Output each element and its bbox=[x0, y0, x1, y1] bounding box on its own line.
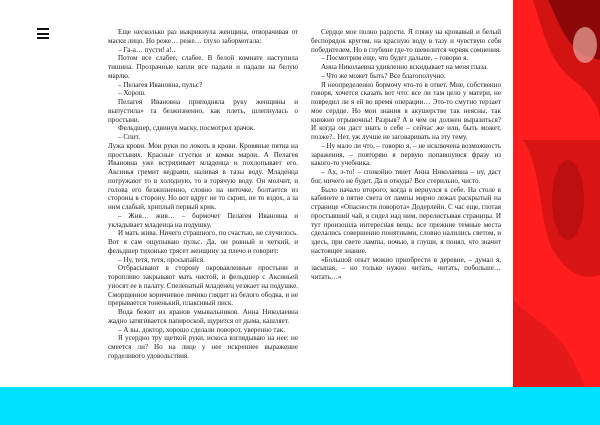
paragraph: – Жив… жив… – бормочет Пелагея Ивановна и укладывает младенца на подушку. bbox=[108, 211, 298, 229]
paragraph: Пелагея Ивановна приподняла руку женщины и выпустила» та безжизненно, как плеть, шлепнулась о простыни. bbox=[108, 98, 298, 124]
decorative-photo-illustration bbox=[513, 0, 600, 387]
paragraph: Сердце мое полно радости. Я гляжу на кровавый и белый беспорядок кругом, на красную воду в тазу и чувствую себя победителем. Но в глубине где-то шевелится червяк сомнения. bbox=[311, 28, 501, 54]
paragraph: Отбрасывают в сторону окровавленные простыни и торопливо закрывают мать чистой, и фельдшер с Аксиньей уносят ее в палату. Спеленатый младенец уезжает на подушке. Сморщенное коричневое личико глядит из белого ободка, и не прерывается тоненький, плаксивый писк. bbox=[108, 264, 298, 308]
paragraph: Потом все слабее, слабее. В белой комнате наступила тишина. Прозрачные капли все падали и падали на белую марлю. bbox=[108, 54, 298, 80]
paragraph: И мать жива. Ничего страшного, по счастью, не случилось. Вот я сам ощупываю пульс. Да, он ровный и четкий, и фельдшер тихонько трясет женщину за плечо и говорит: bbox=[108, 229, 298, 255]
paragraph: – Ах, э-то! – спокойно тянет Анна Николаевна – ну, даст бог, ничего не будет. Да и откуда? Все стерильно, чисто. bbox=[311, 168, 501, 185]
paragraph: – Ну, тетя, тетя, просыпайся. bbox=[118, 255, 205, 264]
paragraph: – Пелагея Ивановна, пульс? bbox=[118, 80, 203, 89]
paragraph: Было начало второго, когда я вернулся к себе. На столе в кабинете в пятне света от лампы мирно лежал раскрытый на странице «Опасности поворота» Додерлейн. С час еще, глотая простывший чай, я сидел над ним, перелистывая страницы. И тут произошла интересная вещь: все прежние темные места сделались совершенно понятными, словно налились светом, и здесь, при свете лампы, ночью, в глуши, я понял, что значит настоящее знание. bbox=[311, 185, 501, 255]
paragraph: Вода бежит из кранов умывальников. Анна Николаевна жадно затягивается папироской, щурится от дыма, кашляет. bbox=[108, 308, 298, 325]
paragraph: – А вы, доктор, хорошо сделали поворот, уверенно так. bbox=[118, 325, 285, 334]
decorative-red-photo-panel bbox=[513, 0, 600, 387]
hamburger-menu-icon[interactable] bbox=[37, 28, 49, 39]
paragraph: – Что же может быть? Все благополучно. bbox=[321, 71, 446, 80]
paragraph: – Посмотрим еще, что будет дальше, – говорю я. bbox=[321, 54, 469, 63]
decorative-cyan-band bbox=[0, 387, 600, 425]
paragraph: – Га-а… пусти! а!.. bbox=[118, 45, 176, 54]
paragraph: – Ну мало ли что, – говорю я, – не исключена возможность заражения, – повторяю я первую попавшуюся фразу из какого-то учебника. bbox=[311, 141, 501, 168]
text-column-left bbox=[108, 28, 298, 361]
paragraph: Я усердно тру щеткой руки, искоса взглядываю на нее: не смеется ли? Но на лице у нее искреннее выражение горделивого удовольствия. bbox=[108, 334, 298, 360]
paragraph: Анна Николаевна удивленно вскидывает на меня глаза. bbox=[321, 63, 489, 71]
paragraph: Еще несколько раз выкрикнула женщина, отворачивая от маски лицо. Но реже… реже… глухо забормотала: bbox=[108, 28, 298, 45]
paragraph: Я неопределенно бормочу что-то в ответ. Мне, собственно говоря, хочется сказать вот что: все ли там цело у матери, не повредил ли я ей во время операции… Это-то смутно терзает мое сердце. Но мои знания в акушерстве так неясны, так книжно отрывочны! Разрыв? А в чем он должен выразиться? И когда он даст знать о себе – сейчас же или, быть может, позже?.. Нет, уж лучше не заговаривать на эту тему. bbox=[311, 80, 501, 141]
paragraph: – Хорош. bbox=[118, 89, 146, 98]
paragraph: – Спит. bbox=[118, 133, 140, 141]
paragraph: Фельдшер, сдвинув маску, посмотрел зрачок. bbox=[118, 124, 256, 133]
paragraph: «Большой опыт можно приобрести в деревне, – думал я, засыпая, – но только нужно читать, читать, побольше… читать…» bbox=[311, 255, 501, 281]
paragraph: Лужа крови. Мои руки по локоть в крови. Кровяные пятна на простынях. Красные сгустки и комки марли. А Пелагея Ивановна уже встряхивает младенца и похлопывает его. Аксинья гремит ведрами, наливая в тазы воду. Младенца погружают то в холодную, то в горячую воду. Он молчит, и голова его безжизненно, словно на ниточке, болтается из стороны в сторону. Но вот вдруг не то скрип, не то вздох, а за ним слабый, хриплый первый крик. bbox=[108, 141, 298, 211]
text-column-right bbox=[311, 28, 501, 282]
